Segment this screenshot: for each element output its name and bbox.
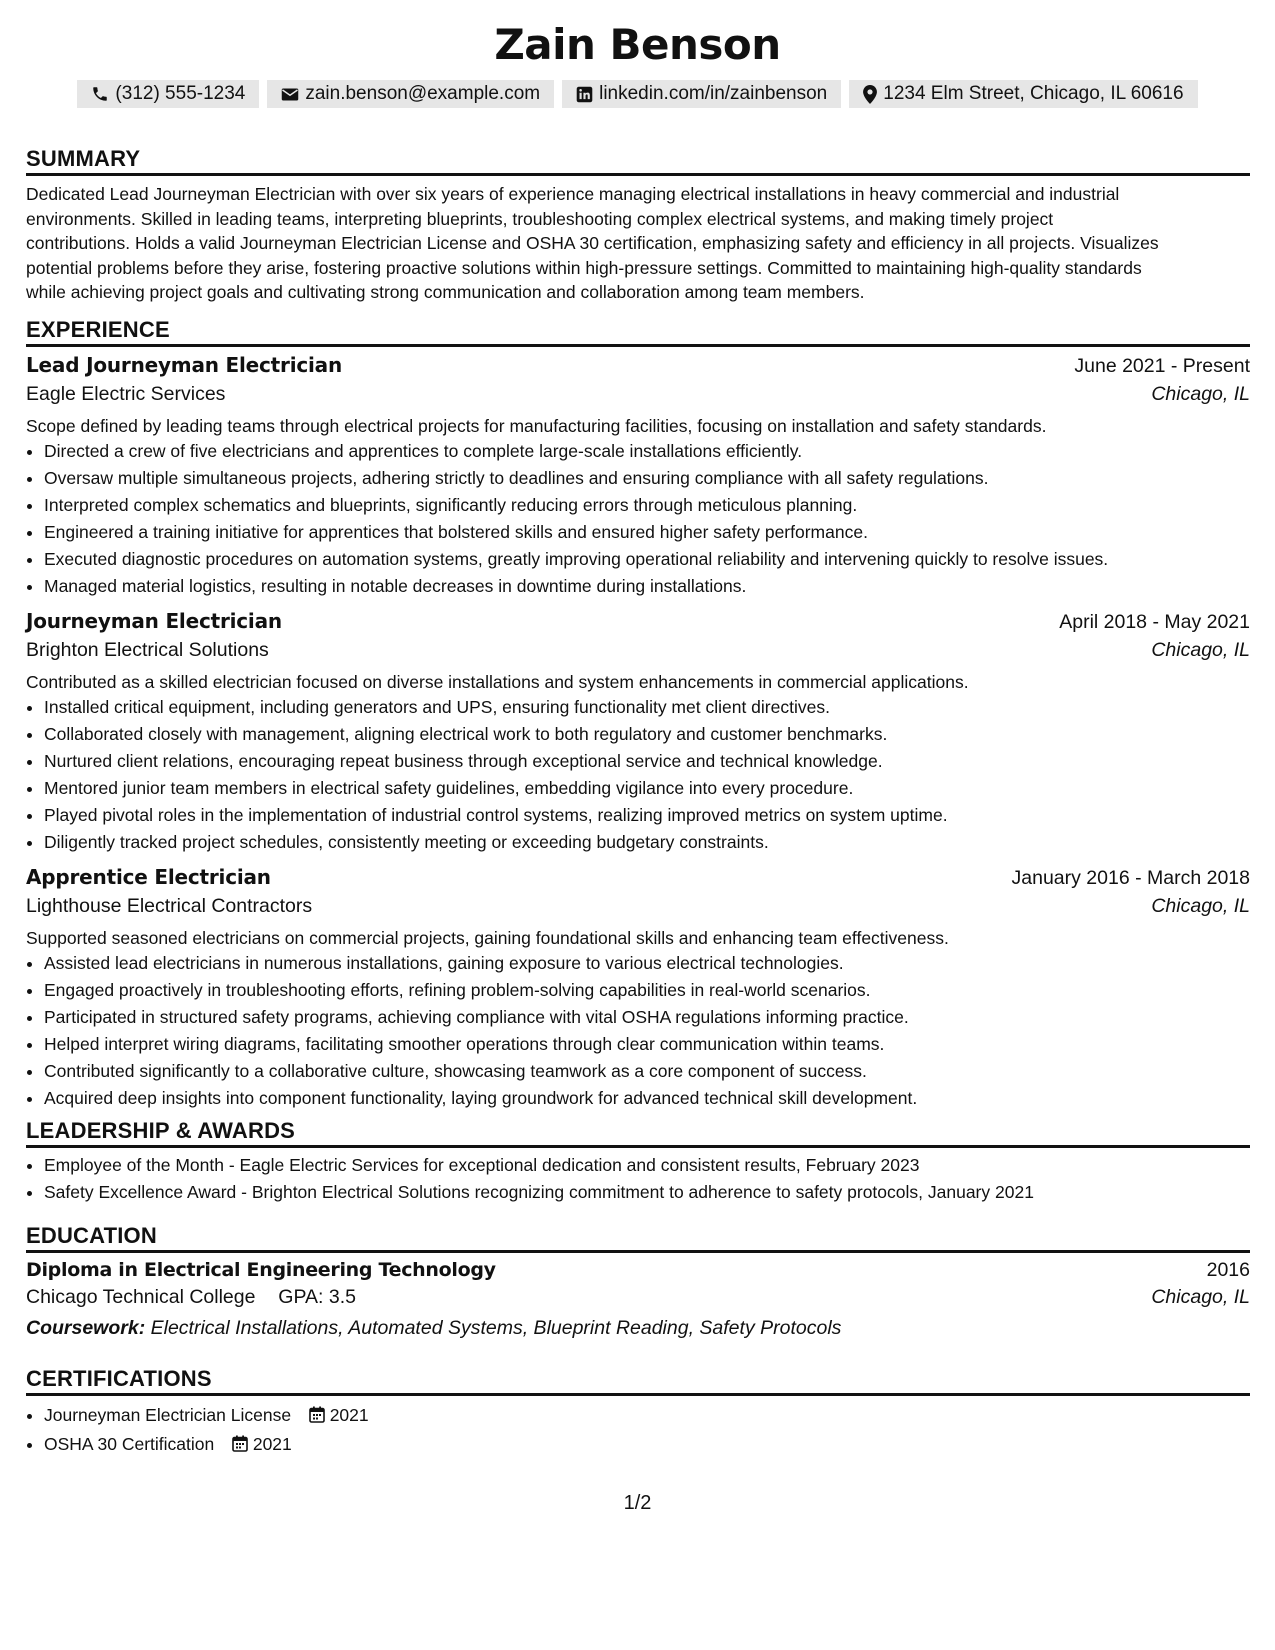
job-dates: June 2021 - Present (1074, 355, 1250, 377)
summary-line: potential problems before they arise, fostering proactive solutions within high-pressure settings. Committed to maintaining high-quality standards (26, 257, 1142, 278)
calendar-icon (232, 1433, 248, 1460)
experience-section (26, 316, 1250, 1112)
job-location: Chicago, IL (1151, 639, 1250, 661)
section-title: CERTIFICATIONS (26, 1365, 1250, 1396)
coursework (26, 1317, 1250, 1340)
list-item: • Helped interpret wiring diagrams, facilitating smoother operations through clear communication within teams. (44, 1031, 1250, 1058)
list-item: • Contributed significantly to a collaborative culture, showcasing teamwork as a core component of success. (44, 1058, 1250, 1085)
list-item: • Executed diagnostic procedures on automation systems, greatly improving operational reliability and intervening quickly to resolve issues. (44, 546, 1250, 573)
list-item: • Interpreted complex schematics and blueprints, significantly reducing errors through meticulous planning. (44, 492, 1250, 519)
contact-email-text: zain.benson@example.com (305, 83, 541, 104)
calendar-icon (309, 1404, 325, 1431)
list-item (44, 1402, 1250, 1431)
contact-phone-text: (312) 555-1234 (115, 83, 246, 104)
school-location: Chicago, IL (1151, 1286, 1250, 1308)
job-title: Apprentice Electrician (26, 865, 271, 889)
summary-line: environments. Skilled in leading teams, interpreting blueprints, troubleshooting complex electrical systems, and making timely project (26, 208, 1054, 229)
job-title: Lead Journeyman Electrician (26, 353, 343, 377)
linkedin-icon (576, 86, 593, 103)
summary-section (26, 145, 1250, 305)
candidate-name: Zain Benson (494, 20, 781, 69)
contact-linkedin[interactable] (562, 80, 841, 108)
phone-icon (91, 85, 109, 103)
job-company: Eagle Electric Services (26, 383, 226, 405)
contact-phone[interactable] (77, 80, 259, 108)
list-item: • Nurtured client relations, encouraging repeat business through exceptional service and technical knowledge. (44, 748, 1250, 775)
cert-name: OSHA 30 Certification (44, 1434, 215, 1454)
contact-linkedin-text: linkedin.com/in/zainbenson (599, 83, 828, 104)
map-pin-icon (863, 85, 877, 104)
list-item: • Safety Excellence Award - Brighton Electrical Solutions recognizing commitment to adherence to safety protocols, January 2021 (44, 1179, 1250, 1206)
education-section (26, 1222, 1250, 1340)
job-dates: January 2016 - March 2018 (1011, 867, 1250, 889)
list-item: • Oversaw multiple simultaneous projects, adhering strictly to deadlines and ensuring compliance with all safety regulations. (44, 465, 1250, 492)
certifications-section (26, 1365, 1250, 1460)
list-item: • Acquired deep insights into component functionality, laying groundwork for advanced technical skill development. (44, 1085, 1250, 1112)
job-bullets (26, 694, 1250, 856)
job-description: Scope defined by leading teams through electrical projects for manufacturing facilities, focusing on installation and safety standards. (26, 416, 1047, 436)
section-title: EDUCATION (26, 1222, 1250, 1253)
list-item: • Managed material logistics, resulting in notable decreases in downtime during installations. (44, 573, 1250, 600)
list-item: • Employee of the Month - Eagle Electric Services for exceptional dedication and consistent results, February 2023 (44, 1152, 1250, 1179)
list-item: • Directed a crew of five electricians and apprentices to complete large-scale installations efficiently. (44, 438, 1250, 465)
envelope-icon (281, 87, 299, 102)
list-item: • Engineered a training initiative for apprentices that bolstered skills and ensured higher safety performance. (44, 519, 1250, 546)
school-name: Chicago Technical College (26, 1286, 256, 1308)
cert-year: 2021 (329, 1405, 369, 1425)
summary-line: while achieving project goals and cultivating strong communication and collaboration among team members. (26, 282, 865, 302)
list-item (44, 1431, 1250, 1460)
job-location: Chicago, IL (1151, 895, 1250, 917)
job-description: Supported seasoned electricians on commercial projects, gaining foundational skills and enhancing team effectiveness. (26, 928, 949, 948)
job-entry (26, 865, 1250, 1112)
job-title: Journeyman Electrician (26, 609, 282, 633)
summary-line: Dedicated Lead Journeyman Electrician with over six years of experience managing electrical installations in heavy commercial and industrial (26, 184, 1120, 204)
job-company: Brighton Electrical Solutions (26, 639, 269, 661)
summary-line: contributions. Holds a valid Journeyman Electrician License and OSHA 30 certification, emphasizing safety and efficiency in all projects. Visualizes (26, 233, 1159, 253)
coursework-label: Coursework: (26, 1317, 146, 1339)
cert-name: Journeyman Electrician License (44, 1405, 292, 1425)
awards-list (26, 1152, 1250, 1206)
page-number: 1/2 (623, 1492, 652, 1514)
job-dates: April 2018 - May 2021 (1059, 611, 1250, 633)
list-item: • Played pivotal roles in the implementation of industrial control systems, realizing improved metrics on system uptime. (44, 802, 1250, 829)
job-entry (26, 353, 1250, 600)
school-info (26, 1286, 356, 1309)
cert-year: 2021 (252, 1434, 292, 1454)
coursework-list: Electrical Installations, Automated Systems, Blueprint Reading, Safety Protocols (150, 1317, 842, 1339)
job-bullets (26, 438, 1250, 600)
summary-text (26, 182, 1250, 305)
list-item: • Collaborated closely with management, aligning electrical work to both regulatory and customer benchmarks. (44, 721, 1250, 748)
gpa: GPA: 3.5 (278, 1286, 356, 1308)
contact-address (849, 80, 1197, 108)
list-item: • Engaged proactively in troubleshooting efforts, refining problem-solving capabilities in real-world scenarios. (44, 977, 1250, 1004)
contact-bar (0, 80, 1275, 108)
job-entry (26, 609, 1250, 856)
degree-title: Diploma in Electrical Engineering Technology (26, 1259, 496, 1281)
job-bullets (26, 950, 1250, 1112)
contact-email[interactable] (267, 80, 554, 108)
job-description: Contributed as a skilled electrician focused on diverse installations and system enhancements in commercial applications. (26, 672, 969, 692)
job-company: Lighthouse Electrical Contractors (26, 895, 313, 917)
list-item: • Mentored junior team members in electrical safety guidelines, embedding vigilance into every procedure. (44, 775, 1250, 802)
graduation-year: 2016 (1206, 1259, 1250, 1281)
list-item: • Assisted lead electricians in numerous installations, gaining exposure to various electrical technologies. (44, 950, 1250, 977)
cert-list (26, 1402, 1250, 1460)
list-item: • Installed critical equipment, including generators and UPS, ensuring functionality met client directives. (44, 694, 1250, 721)
list-item: • Diligently tracked project schedules, consistently meeting or exceeding budgetary constraints. (44, 829, 1250, 856)
contact-address-text: 1234 Elm Street, Chicago, IL 60616 (883, 83, 1184, 104)
leadership-section (26, 1117, 1250, 1206)
section-title: SUMMARY (26, 145, 1250, 176)
job-location: Chicago, IL (1151, 383, 1250, 405)
list-item: • Participated in structured safety programs, achieving compliance with vital OSHA regulations informing practice. (44, 1004, 1250, 1031)
section-title: EXPERIENCE (26, 316, 1250, 347)
section-title: LEADERSHIP & AWARDS (26, 1117, 1250, 1148)
